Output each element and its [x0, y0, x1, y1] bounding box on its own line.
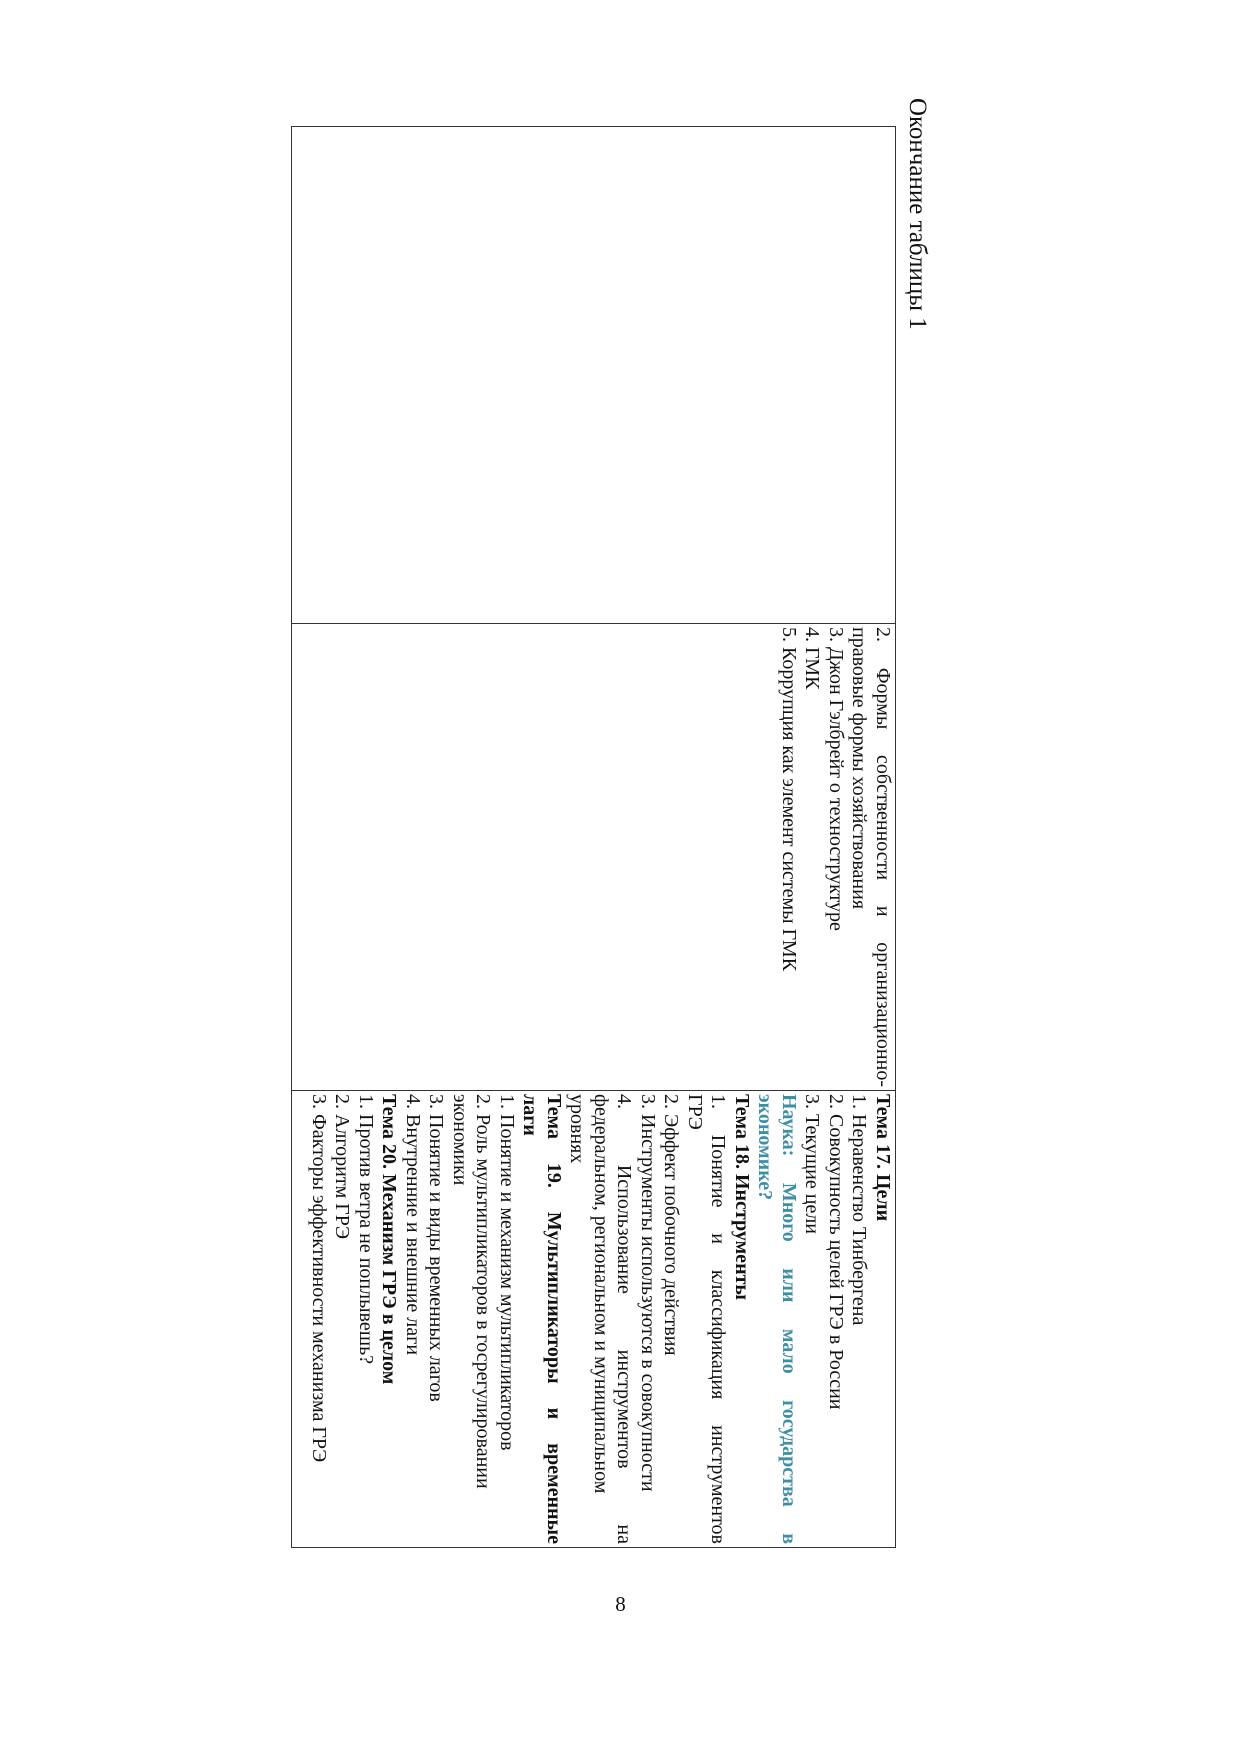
- col3-line: 2. Эффект побочного действия: [660, 1094, 683, 1356]
- col3-line: Тема 18. Инструменты: [731, 1094, 753, 1301]
- col3-line: 4. Внутренние и внешние лаги: [402, 1094, 424, 1356]
- table-cell-col2: [292, 624, 896, 1091]
- col3-line: 3. Инструменты используются в совокупности: [637, 1094, 659, 1492]
- content-table: [291, 126, 896, 1548]
- table-cell-col3: [292, 1091, 896, 1548]
- col3-line: 3. Текущие цели: [801, 1094, 824, 1235]
- col2-line: правовые формы хозяйствования: [848, 627, 871, 910]
- col2-line: 4. ГМК: [801, 627, 824, 690]
- table-caption: Окончание таблицы 1: [904, 98, 931, 330]
- table-row: [292, 127, 896, 1548]
- col3-line: Тема 20. Механизм ГРЭ в целом: [378, 1094, 401, 1385]
- table-cell-col1: [292, 127, 896, 624]
- col3-line: 1. Неравенство Тинбергена: [848, 1094, 871, 1326]
- col2-line: 5. Коррупция как элемент системы ГМК: [778, 627, 800, 972]
- col3-line: 2. Алгоритм ГРЭ: [331, 1094, 354, 1240]
- col3-line: федеральном, региональном и муниципальном: [590, 1094, 612, 1494]
- col3-line: 1. Понятие и классификация инструментов: [707, 1094, 730, 1544]
- col3-line: Тема 19. Мультипликаторы и временные: [543, 1094, 565, 1544]
- col2-line: 2. Формы собственности и организационно-: [872, 627, 894, 1087]
- col2-line: 3. Джон Гэлбрейт о техноструктуре: [825, 627, 847, 931]
- col3-line: 2. Роль мультипликаторов в госрегулировании: [472, 1094, 495, 1489]
- col3-line: 3. Понятие и виды временных лагов: [425, 1094, 448, 1402]
- col3-line: Тема 17. Цели: [872, 1094, 894, 1222]
- col3-line: уровнях: [566, 1094, 589, 1164]
- page-number: 8: [615, 1592, 626, 1616]
- col3-line: 2. Совокупность целей ГРЭ в России: [825, 1094, 847, 1410]
- col3-line: 1. Понятие и механизм мультипликаторов: [496, 1094, 518, 1451]
- col3-line: лаги: [519, 1094, 542, 1136]
- col3-line: 4. Использование инструментов на: [613, 1094, 636, 1544]
- col3-line: 3. Факторы эффективности механизма ГРЭ: [308, 1094, 330, 1463]
- col3-line: 1. Против ветра не поплывешь?: [355, 1094, 377, 1365]
- col3-line: экономики: [449, 1094, 471, 1186]
- rotated-sheet: [308, 98, 941, 1598]
- col3-line: ГРЭ: [684, 1094, 706, 1130]
- col3-line: Наука: Много или мало государства в: [778, 1094, 800, 1544]
- col3-line: экономике?: [754, 1094, 777, 1201]
